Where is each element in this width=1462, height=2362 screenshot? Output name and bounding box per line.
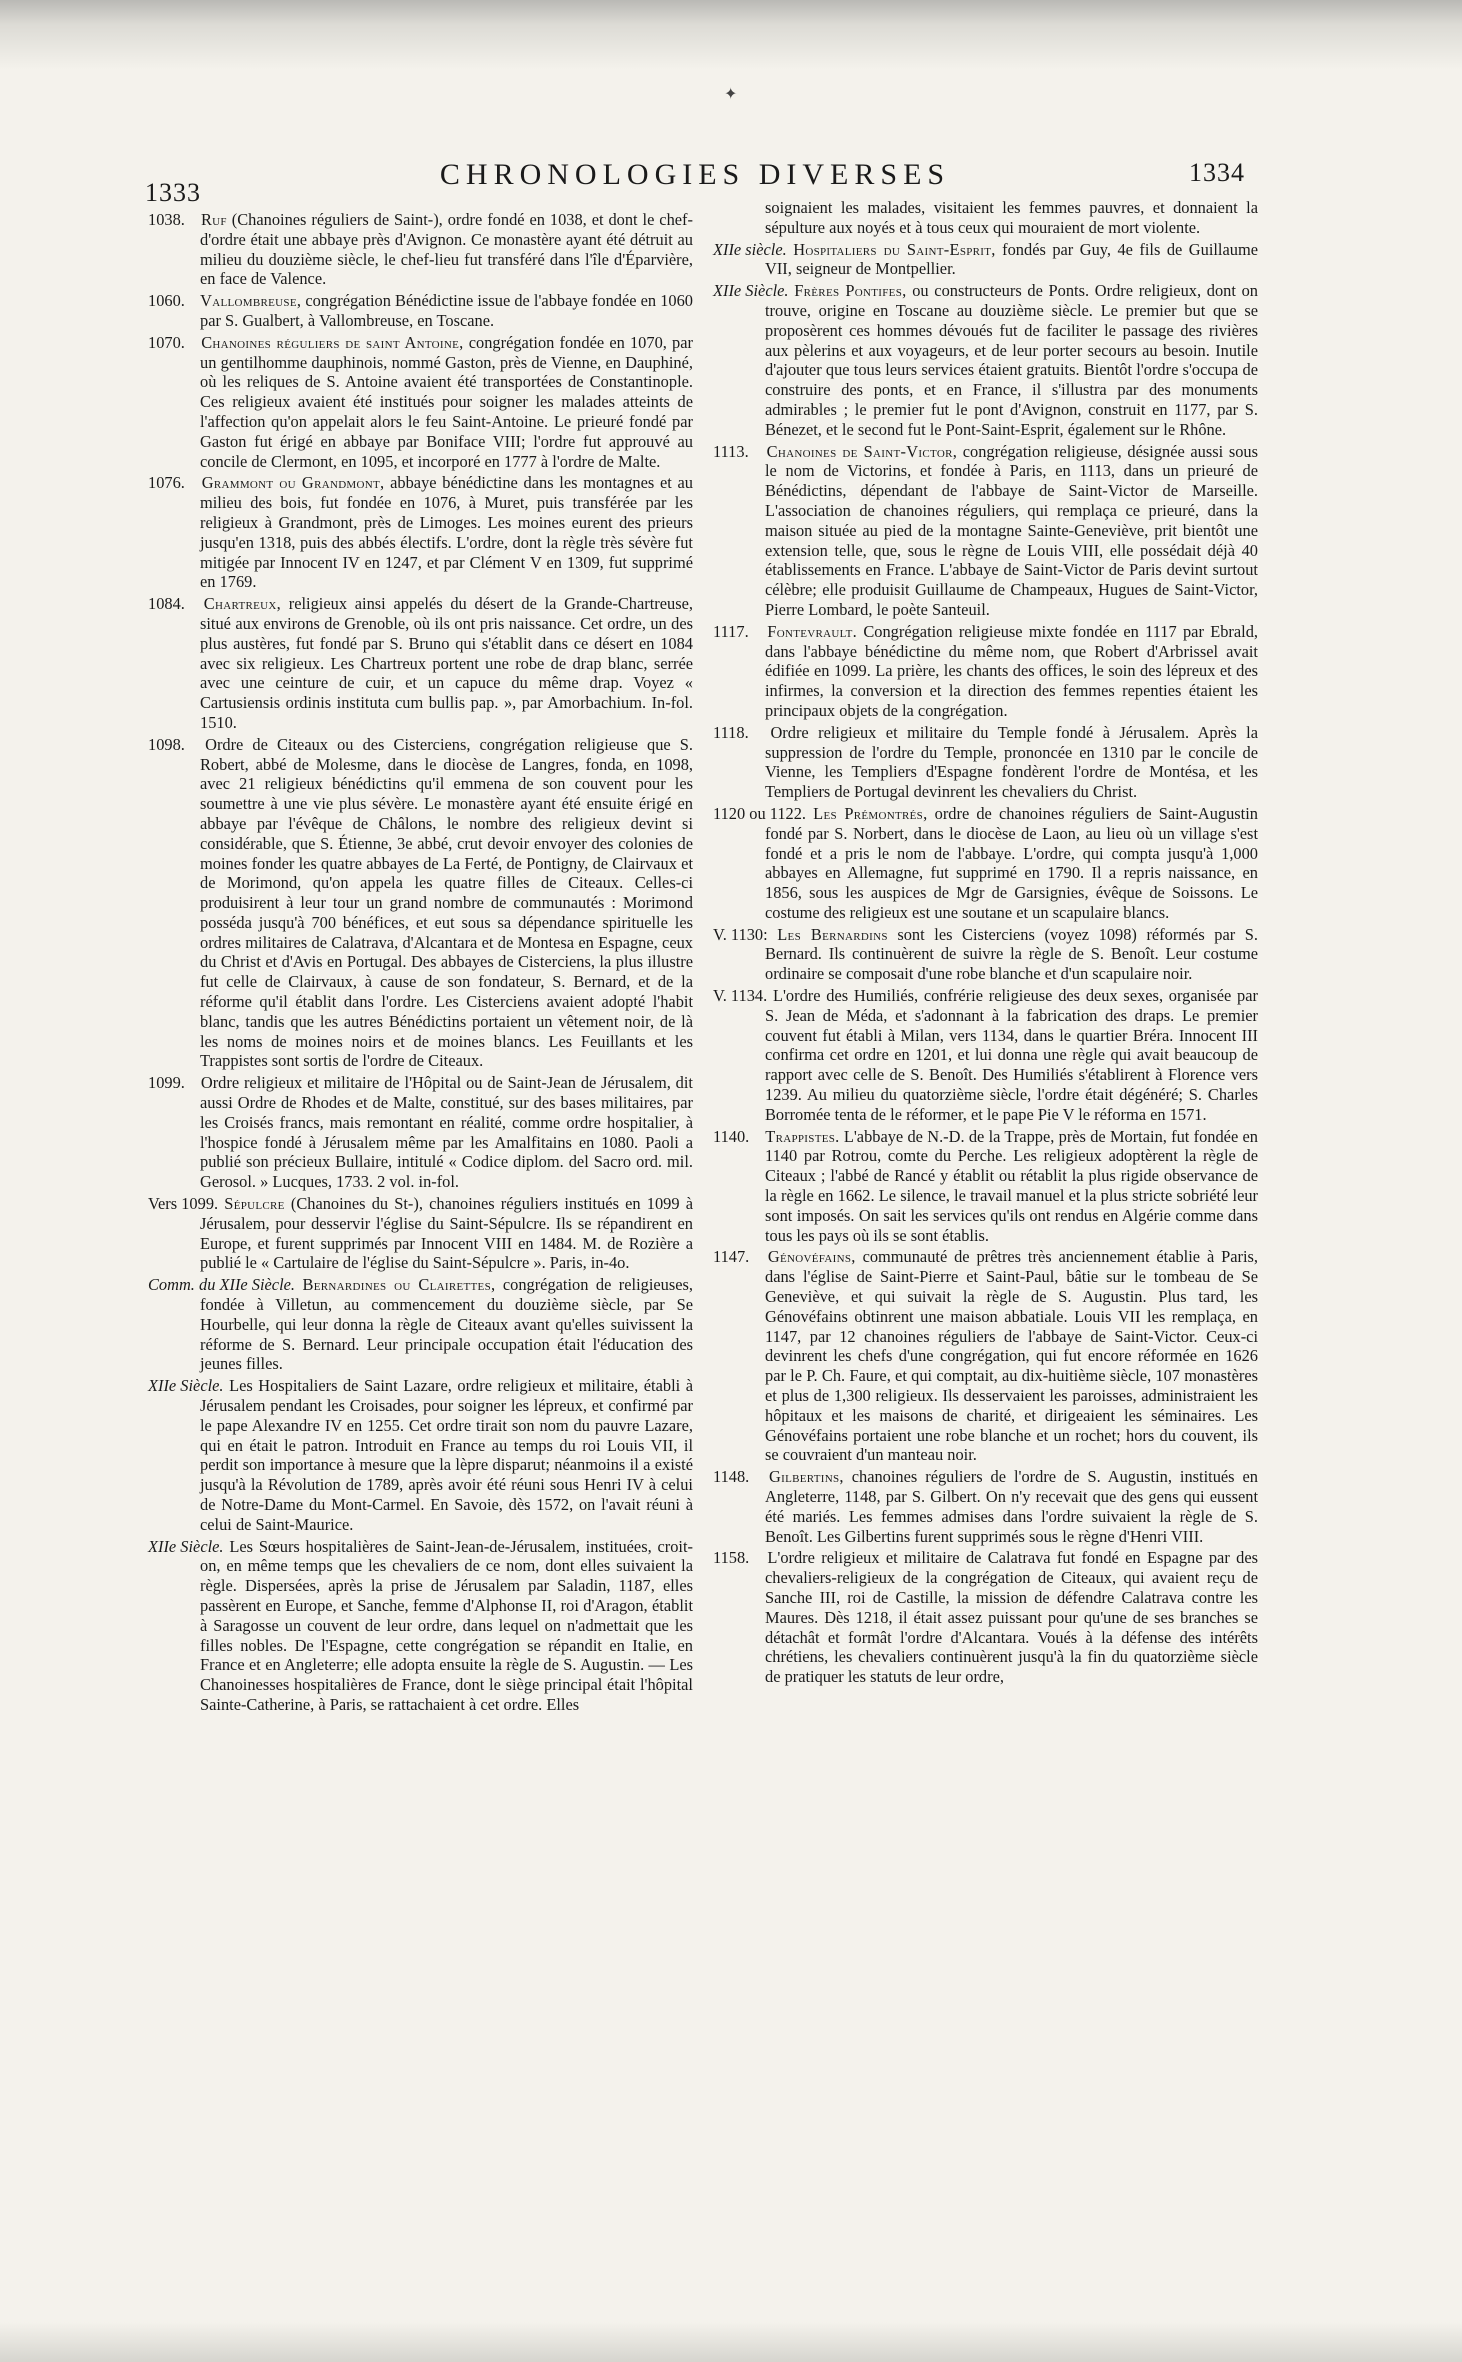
entry-continuation: soignaient les malades, visitaient les femmes pauvres, et donnaient la sépulture aux noyés et à tous ceux qui mouraient de mort violente. <box>765 198 1258 237</box>
page-number-left: 1333 <box>145 178 201 207</box>
scan-edge-bottom <box>0 2322 1462 2362</box>
left-column <box>148 210 693 1717</box>
scan-edge-top <box>0 0 1462 70</box>
running-title: CHRONOLOGIES DIVERSES <box>439 158 951 191</box>
entry-1120: 1120 ou 1122. Les Prémontrés, ordre de chanoines réguliers de Saint-Augustin fondé par S. Norbert, dans le diocèse de Laon, au lieu où un village s'est fondé et a pris le nom de l'abbaye. L'ordre, qui compta jusqu'à 1,000 abbayes en Allemagne, fut supprimé en 1790. Il a repris naissance, en 1856, sous les auspices de Mgr de Garsignies, évêque de Soissons. Le costume des religieux est une soutane et un scapulaire blancs. <box>713 803 1258 922</box>
entry-xii-saint-esprit: XIIe siècle. Hospitaliers du Saint-Esprit, fondés par Guy, 4e fils de Guillaume VII, seigneur de Montpellier. <box>713 239 1258 279</box>
page-number-right: 1334 <box>1189 158 1245 187</box>
entry-1130: V. 1130: Les Bernardins sont les Cisterciens (voyez 1098) réformés par S. Bernard. Ils continuèrent de suivre la règle de S. Benoît. Leur costume ordinaire se composait d'une robe blanche et d'un scapulaire noir. <box>713 924 1258 984</box>
entry-1117: 1117. Fontevrault. Congrégation religieuse mixte fondée en 1117 par Ebrald, dans l'abbaye bénédictine du même nom, que Robert d'Arbrissel avait édifiée en 1099. La prière, les chants des offices, le soin des lépreux et des infirmes, la conversion et la direction des femmes repenties étaient les principaux objets de la congrégation. <box>713 621 1258 720</box>
entry-xii-lazare: XIIe Siècle. Les Hospitaliers de Saint Lazare, ordre religieux et militaire, établi à Jérusalem pendant les Croisades, pour soigner les lépreux, et confirmé par le pape Alexandre IV en 1255. Cet ordre tirait son nom du pauvre Lazare, qui en était le patron. Introduit en France au temps du roi Louis VII, il perdit son importance à mesure que la lèpre disparut; néanmoins il a existé jusqu'à la Révolution de 1789, après avoir été réuni sous Henri IV à celui de Notre-Dame du Mont-Carmel. En Savoie, dès 1572, on l'avait réuni à celui de Saint-Maurice. <box>148 1376 693 1534</box>
entry-1148: 1148. Gilbertins, chanoines réguliers de l'ordre de S. Augustin, institués en Angleterre, 1148, par S. Gilbert. On n'y recevait que des gens qui eussent été mariés. Les femmes admises dans l'ordre suivaient la règle de S. Benoît. Les Gilbertins furent supprimés sous le règne d'Henri VIII. <box>713 1467 1258 1546</box>
entry-xii-soeurs: XIIe Siècle. Les Sœurs hospitalières de Saint-Jean-de-Jérusalem, instituées, croit-on, en même temps que les chevaliers de ce nom, dont elles suivaient la règle. Dispersées, après la prise de Jérusalem par Saladin, 1187, elles passèrent en Europe, et Sanche, femme d'Alphonse II, roi d'Aragon, établit à Saragosse un couvent de leur ordre, dans lequel on n'admettait que les filles nobles. De l'Espagne, cette congrégation se répandit en Italie, en France et en Angleterre; elle adopta ensuite la règle de S. Augustin. — Les Chanoinesses hospitalières de France, dont le siège principal était l'hôpital Sainte-Catherine, à Paris, se rattachaient à cet ordre. Elles <box>148 1536 693 1714</box>
entry-1099: 1099. Ordre religieux et militaire de l'Hôpital ou de Saint-Jean de Jérusalem, dit aussi Ordre de Rhodes et de Malte, constitué, sur des bases militaires, par les Croisés francs, mais remontant en réalité, comme ordre hospitalier, à l'hospice fondé à Jérusalem même par les Amalfitains en 1080. Paoli a publié son précieux Bullaire, intitulé « Codice diplom. del Sacro ord. mil. Gerosol. » Lucques, 1733. 2 vol. in-fol. <box>148 1073 693 1192</box>
entry-comm-xii: Comm. du XIIe Siècle. Bernardines ou Clairettes, congrégation de religieuses, fondée à Villetun, au commencement du douzième siècle, par Se Hourbelle, qui leur donna la règle de Citeaux avant qu'elles suivissent la réforme de S. Bernard. Leur principale occupation était l'éducation des jeunes filles. <box>148 1275 694 1374</box>
page-header <box>145 150 1245 207</box>
entry-1060: 1060. Vallombreuse, congrégation Bénédictine issue de l'abbaye fondée en 1060 par S. Gualbert, à Vallombreuse, en Toscane. <box>148 291 694 330</box>
entry-1084: 1084. Chartreux, religieux ainsi appelés du désert de la Grande-Chartreuse, situé aux environs de Grenoble, où ils ont pris naissance. Cet ordre, un des plus austères, fut fondé par S. Bruno qui s'établit dans ce désert en 1084 avec six religieux. Les Chartreux portent une robe de drap blanc, serrée avec une ceinture de cuir, et un capuce du même drap. Voyez « Cartusiensis ordinis instituta cum bullis pap. », par Amorbachium. In-fol. 1510. <box>148 594 693 732</box>
printer-mark: ✦ <box>724 86 738 103</box>
entry-1118: 1118. Ordre religieux et militaire du Temple fondé à Jérusalem. Après la suppression de l'ordre du Temple, prononcée en 1310 par le concile de Vienne, les Templiers d'Espagne fondèrent l'ordre de Montésa, et les Templiers de Portugal devinrent les chevaliers du Christ. <box>713 722 1258 802</box>
entry-1076: 1076. Grammont ou Grandmont, abbaye bénédictine dans les montagnes et au milieu des bois, fut fondée en 1076, à Muret, puis transférée par les religieux à Grandmont, près de Limoges. Les moines eurent des prieurs jusqu'en 1318, puis des abbés électifs. L'ordre, dont la règle très sévère fut mitigée par Innocent IV en 1247, et par Clément V en 1309, fut supprimé en 1769. <box>148 473 693 592</box>
entry-1038: 1038. Ruf (Chanoines réguliers de Saint-), ordre fondé en 1038, et dont le chef-d'ordre était une abbaye près d'Avignon. Ce monastère ayant été détruit au milieu du douzième siècle, le chef-lieu fut transféré dans l'île d'Éparvière, en face de Valence. <box>148 210 693 289</box>
entry-vers-1099: Vers 1099. Sépulcre (Chanoines du St-), chanoines réguliers institués en 1099 à Jérusalem, pour desservir l'église du Saint-Sépulcre. Ils se répandirent en Europe, et furent supprimés par Innocent VIII en 1484. M. de Rozière a publié le « Cartulaire de l'église du Saint-Sépulcre ». Paris, in-4o. <box>148 1194 693 1273</box>
entry-1098: 1098. Ordre de Citeaux ou des Cisterciens, congrégation religieuse que S. Robert, abbé de Molesme, dans le diocèse de Langres, fonda, en 1098, avec 21 religieux bénédictins qu'il emmena de son couvent pour les soumettre à une vie plus sévère. Le monastère ayant été ensuite érigé en abbaye par l'évêque de Châlons, le nombre des religieux devint si considérable, que S. Étienne, 3e abbé, crut devoir envoyer des colonies de moines fonder les quatre abbayes de La Ferté, de Pontigny, de Clairvaux et de Morimond, qu'on appela les quatre filles de Citeaux. Celles-ci produisirent à leur tour un grand nombre de communautés : Morimond posséda jusqu'à 700 bénéfices, et eut sous sa dépendance spirituelle les ordres militaires de Calatrava, d'Alcantara et de Montesa en Espagne, ceux du Christ et d'Avis en Portugal. Des abbayes de Cisterciens, la plus illustre fut celle de Clairvaux, à cause de son fondateur, S. Bernard, et de la réforme qu'il établit dans l'ordre. Les Cisterciens avaient adopté l'habit blanc, tandis que les autres Bénédictins portaient un vêtement noir, de là les noms de moines noirs et de moines blancs. Les Feuillants et les Trappistes sont sortis de l'ordre de Citeaux. <box>148 734 693 1071</box>
entry-1147: 1147. Génovéfains, communauté de prêtres très anciennement établie à Paris, dans l'église de Saint-Pierre et Saint-Paul, bâtie sur le tombeau de Se Geneviève, et qui suivait la règle de S. Augustin. Plus tard, les Génovéfains obtinrent une maison abbatiale. Louis VII les remplaça, en 1147, par 12 chanoines réguliers de l'abbaye de Saint-Victor. Ceux-ci devinrent les chefs d'une congrégation, qui fut encore réformée en 1626 par le P. Ch. Faure, et qui comptait, au dix-huitième siècle, 107 monastères et plus de 1,300 religieux. Ils desservaient les paroisses, administraient les hôpitaux et les maisons de charité, et dirigeaient les séminaires. Les Génovéfains portaient une robe blanche et un rochet; hors du couvent, ils se couvraient d'un manteau noir. <box>713 1247 1258 1465</box>
entry-1070: 1070. Chanoines réguliers de saint Antoine, congrégation fondée en 1070, par un gentilhomme dauphinois, nommé Gaston, près de Vienne, en Dauphiné, où les reliques de S. Antoine avaient été transportées de Constantinople. Ces religieux avaient été institués pour soigner les malades atteints de l'affection qu'on appelait alors le feu Saint-Antoine. Le prieuré fondé par Gaston fut érigé en abbaye par Boniface VIII; l'ordre fut approuvé au concile de Clermont, en 1095, et incorporé en 1777 à l'ordre de Malte. <box>148 332 693 471</box>
entry-1158: 1158. L'ordre religieux et militaire de Calatrava fut fondé en Espagne par des chevaliers-religieux de la congrégation de Citeaux, qui avaient reçu de Sanche III, roi de Castille, la mission de défendre Calatrava contre les Maures. Dès 1218, il était assez puissant pour qu'une de ses branches se détachât et formât l'ordre d'Alcantara. Voués à la défense des intérêts chrétiens, les chevaliers continuèrent jusqu'à la fin du quatorzième siècle de pratiquer les statuts de leur ordre, <box>713 1548 1258 1687</box>
entry-1140: 1140. Trappistes. L'abbaye de N.-D. de la Trappe, près de Mortain, fut fondée en 1140 par Rotrou, comte du Perche. Les religieux adoptèrent la règle de Citeaux ; l'abbé de Rancé y établit ou rétablit la plus rigide observance de la règle en 1662. Le silence, le travail manuel et la plus stricte sobriété leur sont imposés. On sait les services qu'ils ont rendus en Algérie comme dans tous les pays où ils se sont établis. <box>713 1126 1258 1245</box>
entry-xii-pontifes: XIIe Siècle. Frères Pontifes, ou constructeurs de Ponts. Ordre religieux, dont on trouve, origine en Toscane au douzième siècle. Le premier but que se proposèrent ces hommes dévoués fut de faciliter le passage des rivières aux pèlerins et aux voyageurs, et de leur porter secours au besoin. Inutile d'ajouter que tous leurs services étaient gratuits. Bientôt l'ordre s'occupa de construire des ponts, et en France, il s'illustra par des monuments admirables ; le premier fut le pont d'Avignon, construit en 1177, par S. Bénezet, et le second fut le Pont-Saint-Esprit, également sur le Rhône. <box>713 281 1258 439</box>
right-column <box>713 198 1258 1689</box>
entry-1134: V. 1134. L'ordre des Humiliés, confrérie religieuse des deux sexes, organisée par S. Jean de Méda, et s'adonnant à la fabrication des draps. Le premier couvent fut établi à Milan, vers 1134, dans le quartier Bréra. Innocent III confirma cet ordre en 1201, et lui donna une règle qui avait beaucoup de rapport avec celle de S. Benoît. Des Humiliés s'établirent à Florence vers 1239. Au milieu du quatorzième siècle, l'ordre était dégénéré; S. Charles Borromée tenta de le réformer, et le pape Pie V le réforma en 1571. <box>713 986 1258 1124</box>
entry-1113: 1113. Chanoines de Saint-Victor, congrégation religieuse, désignée aussi sous le nom de Victorins, et fondée à Paris, en 1113, dans un prieuré de Bénédictins, dépendant de l'abbaye de Saint-Victor de Marseille. L'association de chanoines réguliers, qui remplaça ce prieuré, dans la maison située au pied de la montagne Sainte-Geneviève, prit bientôt une extension telle, que, sous le règne de Louis VIII, elle possédait déjà 40 établissements en France. L'abbaye de Saint-Victor de Paris devint surtout célèbre; elle produisit Guillaume de Champeaux, Hugues de Saint-Victor, Pierre Lombard, le poète Santeuil. <box>713 441 1258 619</box>
